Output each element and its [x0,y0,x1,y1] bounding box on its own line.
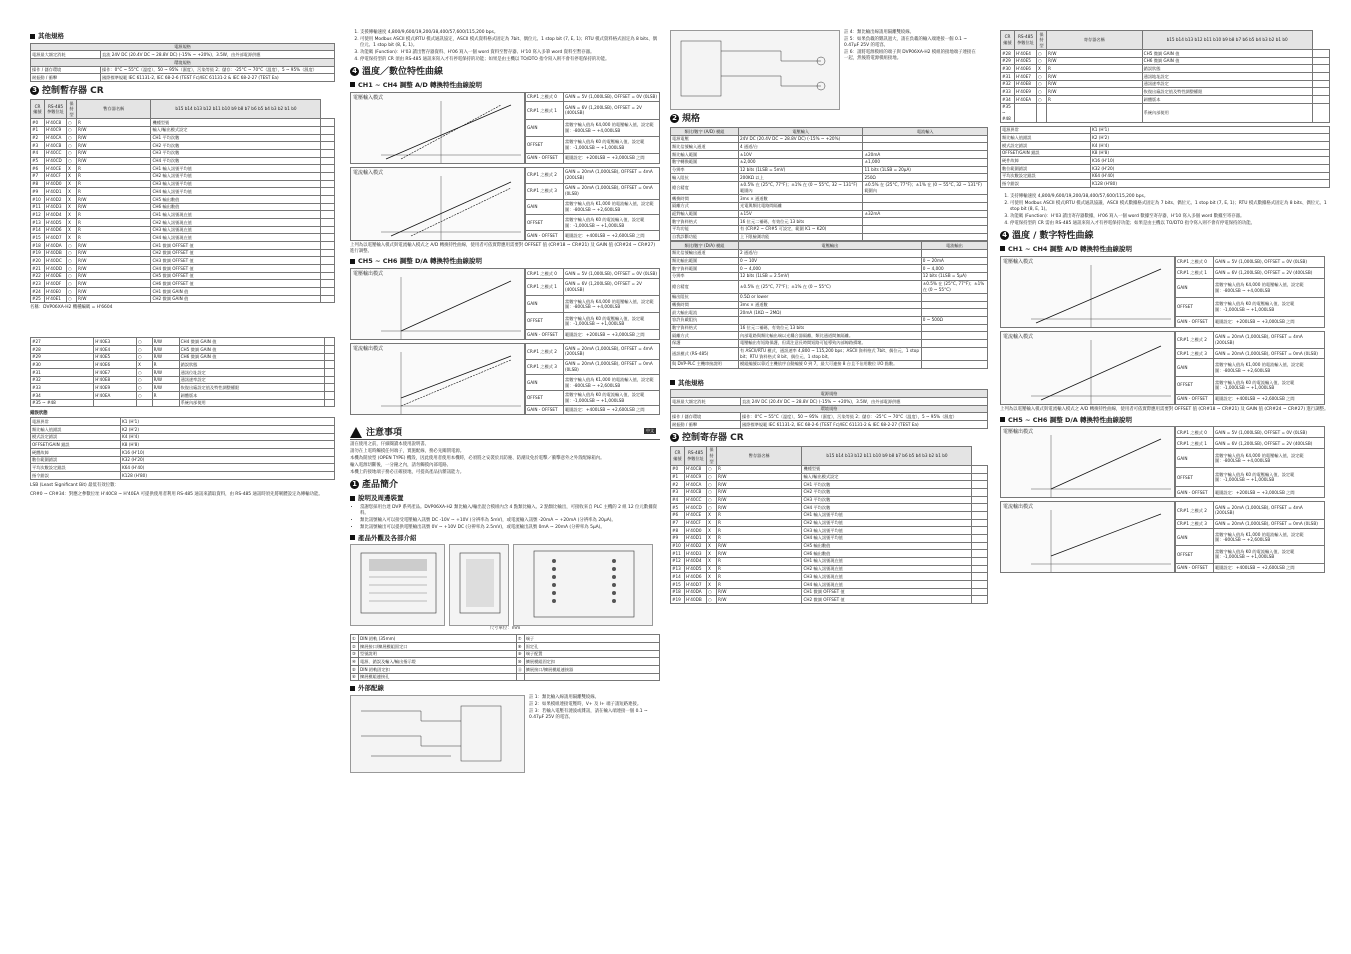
table-row: ① DIN 鋁軌 (35mm) ⑦ 端子 [351,635,660,643]
table-row: #21 H'40DD ○ R/W CH4 微調 OFFSET 值 [31,265,335,273]
table-row: CR#1 之模式 2 GAIN = 20mA (1,000LSB), OFFSET = 4mA (200LSB) [526,344,660,360]
env-spec-title: 環境規格 [31,59,335,67]
list-item: 2. 可使用 Modbus ASCII 模式/RTU 模式通訊協定，ASCII 模式資料格式固定為 7bit、偶位元、1 stop bit (7, E, 1)；RTU 模式資料格式固定為 8 bits、偶位元、1 stop bit (8, E, 1)。 [360,37,660,49]
table-row: 類比信號輸入通道 4 通道/台 [671,143,988,151]
cr-heading-sc: 3 控制寄存器 CR [670,432,988,444]
side-view-drawing [449,544,509,626]
table-row: #9 H'40D1 X R CH4 輸入訊號平均值 [671,534,988,542]
table-row: GAIN 當數字輸入值為 K1,000 的電流輸入值，設定範圍：-800LSB ~ +2,600LSB [526,199,660,215]
table-row: CR#1 之模式 1 GAIN = 6V (1,200LSB), OFFSET = 2V (400LSB) [526,279,660,296]
list-item: 4. 停電保持型的 CR 須由 RS-485 通訊來寫入才有停電保持的功能；如果是由主機以 TO/DTO 指令寫入則不會有停電保持的功能。 [360,57,660,63]
table-row: #20 H'40DC ○ R/W CH3 微調 OFFSET 值 [31,257,335,265]
table-row: CR#1 之模式 3 GAIN = 20mA (1,000LSB), OFFSET = 0mA (0LSB) [1176,519,1325,529]
table-row: #15 H'40D7 X R CH4 輸入訊號現在值 [31,234,335,242]
current-input-graph: 電流輸入模式 [350,167,525,241]
table-row: #24 H'40E0 ○ R/W CH1 微調 GAIN 值 [31,288,335,296]
table-row: 模式設定錯誤 K4 (H'4) [31,433,335,441]
wiring-heading: 外部配線 [350,684,660,693]
column-4 [1000,0,1330,954]
current-output-table-sc [1175,501,1325,573]
wiring-notes [525,695,655,773]
table-row: 容許負載阻抗 0 ~ 500Ω [671,316,988,324]
table-row: #7 H'40CF X R CH2 輸入訊號平均值 [31,172,335,180]
table-row: 與 DVP-PLC 主機串接說明 模組編號以靠近主機依序自動編號 0 到 7，最大可連接 8 台且不佔用數位 I/O 點數。 [671,360,988,368]
table-row: #14 H'40D6 X R CH3 輸入訊號現在值 [671,573,988,581]
table-row: OFFSET 當數字輸入值為 K0 的電壓輸入值，設定範圍：-1,000LSB ~ +1,000LSB [1176,297,1325,316]
voltage-mode-table [525,92,660,164]
table-row: #10 H'40D2 X R/W CH5 輸出數值 [671,542,988,550]
table-row: GAIN - OFFSET 範圍設定：+200LSB ~ +3,000LSB 之間 [526,330,660,340]
table-row: 保護 電壓輸出有短路保護，但需注意長時間短路可能導致內部線路損壞。 [671,339,988,347]
table-row: 電源最大額定消耗 直流 24V DC (20.4V DC ~ 28.8V DC) (-15% ~ +20%)，3.5W，由外部電源供應 [671,398,988,406]
current-mode-table-sc [1175,331,1325,405]
table-row: 電源最大額定消耗 直流 24V DC (20.4V DC ~ 28.8V DC) (-15% ~ +20%)、3.5W，由外部電源供應 [31,51,335,59]
table-row: #4 H'40CC ○ R/W CH3 平均次數 [671,496,988,504]
table-row: 數字轉換範圍 ±2,000 ±1,000 [671,158,988,166]
table-row: 類比輸入值錯誤 K2 (H'2) [31,426,335,434]
current-mode-table [525,167,660,241]
da-graph-voltage [350,268,660,340]
output-wiring-diagram [670,30,840,110]
table-row: #19 H'40DB ○ R/W CH2 微調 OFFSET 值 [671,596,988,604]
table-row: #2 H'40CA ○ R/W CH1 平均次數 [671,481,988,489]
table-row: CR#1 之模式 1 GAIN = 6V (1,200LSB), OFFSET = 2V (400LSB) [526,102,660,119]
table-row: 分辨率 12 bits (1LSB = 2.5mV) 12 bits (1LSB = 5μA) [671,272,988,280]
table-row: #15 H'40D7 X R CH4 輸入訊號現在值 [671,581,988,589]
table-row: GAIN 當數字輸入值為 K1,000 的電流輸入值，設定範圍：-800LSB ~ +2,600LSB [526,375,660,391]
table-row: 硬體故障 K16 (H'10) [31,449,335,457]
table-row: #12 H'40D4 X R CH1 輸入訊號現在值 [31,211,335,219]
table-row: #12 H'40D4 X R CH1 輸入訊號現在值 [671,557,988,565]
table-row: 指令錯誤 K128 (H'80) [31,472,335,480]
table-row: 絕對輸入範圍 ±15V ±32mA [671,210,988,218]
table-row: #28 H'40E4 ○ R/W CH5 微調 GAIN 值 [31,346,335,354]
table-row: ⑥ 擴展模組連接孔 [351,673,660,681]
list-item: 2. 可使用 Modbus ASCII 模式/RTU 模式通訊協議，ASCII 模式數據格式固定為 7 bits、偶位元、1 stop bit (7, E, 1)；RTU 模式數據格式固定為 8 bits、偶位元、1 stop bit (8, E, 1)。 [1010,201,1330,213]
table-row: #18 H'40DA ○ R/W CH1 微調 OFFSET 值 [671,588,988,596]
table-row: #29 H'40E5 ○ R/W CH6 微調 GAIN 值 [31,353,335,361]
current-output-table [525,343,660,415]
ad-graph-voltage-sc [1000,256,1330,328]
voltage-output-svg [351,269,526,341]
current-output-graph-sc: 電流輸出模式 [1000,501,1175,573]
voltage-input-graph: 電壓輸入模式 [350,92,525,164]
table-row: OFFSET 當數字輸入值為 K0 的電壓輸入值，設定範圍：-1,000LSB ~ +1,000LSB [1176,468,1325,487]
table-row: #11 H'40D3 X R/W CH6 輸出數值 [31,203,335,211]
table-row: 數字資料格式 16 位元二補碼，有效位元 13 bits [671,324,988,332]
table-row: #35 ~ #48 系統內部使用 [1001,103,1330,122]
table-row: 平均次數設定錯誤 K64 (H'40) [31,464,335,472]
voltage-input-graph-sc: 電壓輸入模式 [1000,256,1175,328]
table-row: #23 H'40DF ○ R/W CH6 微調 OFFSET 值 [31,280,335,288]
table-row: 總合精度 ±0.5% 在 (25°C, 77°F)；±1% 在 (0 ~ 55°C, 32 ~ 131°F) 範圍內 ±0.5% 在 (25°C, 77°F)；±1% 在 (0 ~ 55°C, 32 ~ 131°F) 範圍內 [671,181,988,194]
table-row: 模式設定錯誤 K4 (H'4) [1001,142,1330,150]
voltage-output-graph-sc: 電壓輸出模式 [1000,426,1175,498]
language-badge: 中文 [646,428,654,434]
ad-graph-current [350,167,660,241]
warning-icon [350,427,362,438]
cr-table-sc: CR 編號 RS-485 參數位址 保持型 暫存器名稱 b15 b14 b13 b12 b11 b10 b9 b8 b7 b6 b5 b4 b3 b2 b1 b0 #0 H'40C8 ○ R 機種型號 #1 H'40C9 ○ R/W 輸入/輸出模式設定 #2 H'40CA ○ R/W CH1 平均次數 #3 H'40CB ○ R/W CH2 平均次數 #4 H'40CC ○ R/W CH3 平均次數 #5 H'40CD ○ R/W CH4 平均次數 #6 H'40CE X R CH1 輸入訊號平均值 #7 H'40CF X R CH2 輸入訊號平均值 #8 H'40D0 X R CH3 輸入訊號平均值 #9 H'40D1 X R CH4 輸入訊號平均值 #10 H'40D2 X R/W CH5 輸出數值 #11 H'40D3 X R/W CH6 輸出數值 #12 H'40D4 X R CH1 輸入訊號現在值 #13 H'40D5 X R CH2 輸入訊號現在值 #14 H'40D6 X R CH3 輸入訊號現在值 #15 H'40D7 X R CH4 輸入訊號現在值 #18 H'40DA ○ R/W CH1 微調 OFFSET 值 #19 H'40DB ○ R/W CH2 微調 OFFSET 值 [670,446,988,604]
table-row: 輸入阻抗 200KΩ 以上 250Ω [671,174,988,182]
table-row: 類比輸出範圍 0 ~ 10V 0 ~ 20mA [671,257,988,265]
table-row: GAIN 當數字輸入值為 K4,000 的電壓輸入值，設定範圍：-800LSB ~ +4,000LSB [1176,449,1325,468]
comm-notes-sc [1000,194,1330,227]
ad-spec-table: 類比/數字 (A/D) 模組 電壓輸入 電流輸入 電源電壓 24V DC (20.4V DC ~ 28.8V DC) (-15% ~ +20%) 類比信號輸入通道 4 通道/台 類比輸入範圍 ±10V ±20mA 數字轉換範圍 ±2,000 ±1,000 分辨率 12 bits (1LSB = 5mV) 11 bits (1LSB = 20μA) 輸入阻抗 200KΩ 以上 250Ω 總合精度 ±0.5% 在 (25°C, 77°F)；±1% 在 (0 ~ 55°C, 32 ~ 131°F) 範圍內 ±0.5% 在 (25°C, 77°F)；±1% 在 (0 ~ 55°C, 32 ~ 131°F) 範圍內 轉換時間 3ms × 通道數 隔離方式 光電與類比電路間隔離 絕對輸入範圍 ±15V ±32mA 數字資料格式 16 位元二補碼，有效位元 13 bits 平均功能 有 (CR#2 ~ CR#5 可設定，範圍 K1 ~ K20) 自我診斷功能 上下限檢測功能 [670,127,988,241]
da-graph-voltage-sc [1000,426,1330,498]
terminal-layout-drawing [513,544,653,626]
list-item: • 類比訊號輸出可以提供電壓輸出訊號 0V ~ +10V DC (分辨率為 2.5mV)，或電流輸出訊號 0mA ~ 20mA (分辨率為 5μA)。 [360,525,660,531]
table-row: CR#1 之模式 2 GAIN = 20mA (1,000LSB), OFFSET = 4mA (200LSB) [1176,331,1325,349]
table-row: #27 H'40E3 ○ R/W CH4 微調 GAIN 值 [31,338,335,346]
output-wiring-notes [840,30,980,110]
table-row: #14 H'40D6 X R CH3 輸入訊號現在值 [31,226,335,234]
table-row: GAIN - OFFSET 範圍設定：+400LSB ~ +2,600LSB 之間 [1176,563,1325,573]
list-item: 註 2：如果模組連接電壓時，V+ 及 I+ 端子請短路連接。 [529,702,642,708]
list-item: 註 1：類比輸入線請用隔離雙絞線。 [529,695,600,701]
intro-heading: 1 產品簡介 [350,479,660,491]
table-row: #22 H'40DE ○ R/W CH5 微調 OFFSET 值 [31,272,335,280]
table-row: #28 H'40E4 ○ R/W CH5 微調 GAIN 值 [1001,50,1330,58]
da-curve-heading-sc: CH5 ~ CH6 調整 D/A 轉換特性曲線說明 [1000,416,1330,425]
table-row: 耐振動 / 衝擊 國際標準規範 IEC 61131-2, IEC 68-2-6 (TEST Fc)/IEC 61131-2 & IEC 68-2-27 (TEST Ea) [671,421,988,429]
table-row: #35 ~ #48 系統內部使用 [31,399,335,407]
table-row: 操作 / 儲存環境 操作：0°C ~ 55°C（溫度），50 ~ 95%（濕度），污染等級 2；儲存：-25°C ~ 70°C（溫度），5 ~ 95%（濕度） [671,413,988,421]
table-row: GAIN 當數字輸入值為 K4,000 的電壓輸入值，設定範圍：-800LSB ~ +4,000LSB [526,119,660,136]
table-row: OFFSET 當數字輸入值為 K0 的電壓輸入值，設定範圍：-1,000LSB ~ +1,000LSB [526,313,660,330]
table-row: CR#1 之模式 3 GAIN = 20mA (1,000LSB), OFFSET = 0mA (0LSB) [1176,349,1325,359]
table-row: #0 H'40C8 ○ R 機種型號 [671,465,988,473]
table-row: #19 H'40DB ○ R/W CH2 微調 OFFSET 值 [31,249,335,257]
list-item: 3. 功能碼 (Function)：H'03 讀出暫存器資料、H'06 寫入一個 word 資料至暫存器、H'10 寫入多筆 word 資料至暫存器。 [360,50,660,56]
table-row: GAIN - OFFSET 範圍設定：+400LSB ~ +2,600LSB 之間 [526,231,660,240]
table-row: 數位範圍錯誤 K32 (H'20) [31,456,335,464]
table-row: #5 H'40CD ○ R/W CH4 平均次數 [31,157,335,165]
power-spec-title: 電源規格 [31,43,335,51]
table-row: GAIN - OFFSET 範圍設定：+400LSB ~ +2,600LSB 之間 [526,406,660,415]
table-row: 電源電壓 24V DC (20.4V DC ~ 28.8V DC) (-15% ~ +20%) [671,135,988,143]
table-row: #10 H'40D2 X R/W CH5 輸出數值 [31,196,335,204]
table-row: GAIN - OFFSET 範圍設定：+200LSB ~ +3,000LSB 之間 [1176,316,1325,327]
table-row: CR#1 之模式 0 GAIN = 5V (1,000LSB), OFFSET = 0V (0LSB) [526,269,660,279]
table-row: #6 H'40CE X R CH1 輸入訊號平均值 [671,511,988,519]
column-2 [350,0,660,954]
table-row: 操作 / 儲存環境 操作：0°C ~ 55°C（溫度），50 ~ 95%（濕度），污染等級 2；儲存：-25°C ~ 70°C（溫度），5 ~ 95%（濕度） [31,66,335,74]
table-row: CR#1 之模式 0 GAIN = 5V (1,000LSB), OFFSET = 0V (0LSB) [1176,427,1325,438]
dimension-unit: 尺寸單位：mm [489,626,521,632]
table-row: OFFSET/GAIN 錯誤 K8 (H'8) [31,441,335,449]
da-graph-current [350,343,660,415]
table-row: 轉換時間 3ms × 通道數 [671,301,988,309]
error-status-title: 錯誤狀態 [30,411,48,417]
input-wiring-diagram [350,695,525,773]
comm-notes [350,30,660,63]
table-row: GAIN 當數字輸入值為 K1,000 的電流輸入值，設定範圍：-800LSB ~ +2,600LSB [1176,529,1325,546]
table-row: #29 H'40E5 ○ R/W CH6 微調 GAIN 值 [1001,57,1330,65]
current-output-svg [351,344,526,416]
table-row: ④ 電源、錯誤及輸入/輸出指示燈 ⑩ 擴展模組固定扣 [351,658,660,666]
table-row: 指令錯誤 K128 (H'80) [1001,180,1330,188]
power-spec-table-sc: 電源規格 電源最大額定消耗 直流 24V DC (20.4V DC ~ 28.8V DC) (-15% ~ +20%)，3.5W，由外部電源供應 環境規格 操作 / 儲存環境 操作：0°C ~ 55°C（溫度），50 ~ 95%（濕度），污染等級 2；儲存：-25°C ~ 70°C（溫度），5 ~ 95%（濕度） 耐振動 / 衝擊 國際標準規範 IEC 61131-2, IEC 68-2-6 (TEST Fc)/IEC 61131-2 & IEC 68-2-27 (TEST Ea) [670,389,988,428]
table-row: 隔離方式 內部電路與類比輸出端以光耦合器隔離，類比通道間無隔離。 [671,332,988,340]
table-row: 通訊模式 (RS-485) 有 ASCII/RTU 模式，通訊速率 4,800 ~ 115,200 bps；ASCII 資料格式 7bit、偶位元、1 stop bit；RTU 資料格式 8 bit、偶位元、1 stop bit。 [671,347,988,360]
list-item: 輸入電源切斷後，一分鐘之內，請勿觸摸內部電路。 [350,463,451,469]
list-item: 3. 功能碼 (Function)：H'03 讀出寄存器數據，H'06 寫入一個 word 數據至寄存器，H'10 寫入多個 word 數據至寄存器。 [1010,214,1330,220]
table-row: #0 H'40C8 ○ R 機種型號 [31,119,335,127]
lsb-note: LSB (Least Significant Bit) 最低有效位數： [30,482,119,488]
voltage-curve-svg [351,93,526,165]
list-item: 1. 支援傳輸速度 4,800/9,600/19,200/38,400/57,600/115,200 bps。 [360,30,660,36]
table-row: #31 H'40E7 ○ R/W 通訊位址設定 [31,369,335,377]
table-row: 平均功能 有 (CR#2 ~ CR#5 可設定，範圍 K1 ~ K20) [671,225,988,233]
table-row: CR#1 之模式 1 GAIN = 6V (1,200LSB), OFFSET = 2V (400LSB) [1176,267,1325,278]
table-row: GAIN - OFFSET 範圍設定：+400LSB ~ +2,600LSB 之間 [1176,394,1325,404]
error-status-table [30,417,335,479]
table-row: #5 H'40CD ○ R/W CH4 平均次數 [671,504,988,512]
column-1 [30,0,335,954]
table-row: #11 H'40D3 X R/W CH6 輸出數值 [671,550,988,558]
table-row: #4 H'40CC ○ R/W CH3 平均次數 [31,149,335,157]
table-row: ③ 型號說明 ⑨ 端子配置 [351,650,660,658]
table-row: ② 擴展接口/擴展模組固定口 ⑧ 固定孔 [351,643,660,651]
table-row: CR#1 之模式 2 GAIN = 20mA (1,000LSB), OFFSET = 4mA (200LSB) [1176,502,1325,519]
table-row: OFFSET/GAIN 錯誤 K8 (H'8) [1001,149,1330,157]
spec-heading: 2 規格 [670,113,988,125]
table-row: 電源異常 K1 (H'1) [1001,126,1330,134]
table-row: GAIN 當數字輸入值為 K4,000 的電壓輸入值，設定範圍：-800LSB ~ +4,000LSB [526,296,660,313]
table-row: OFFSET 當數字輸入值為 K0 的電壓輸入值，設定範圍：-1,000LSB ~ +1,000LSB [526,136,660,153]
cr-table-cont-sc: CR 編號 RS-485 參數位址 保持型 寄存器名稱 b15 b14 b13 b12 b11 b10 b9 b8 b7 b6 b5 b4 b3 b2 b1 b0 #28 H'40E4 ○ R/W CH5 微調 GAIN 值 #29 H'40E5 ○ R/W CH6 微調 GAIN 值 #30 H'40E6 X R 錯誤狀態 #31 H'40E7 ○ R/W 通訊地址設定 #32 H'40E8 ○ R/W 通訊速率設定 #33 H'40E9 ○ R/W 恢復出廠設定值及特性調整權限 #34 H'40EA ○ R 韌體版本 #35 ~ #48 系統內部使用 [1000,30,1330,123]
table-row: 平均次數設定錯誤 K64 (H'40) [1001,172,1330,180]
table-row: 類比信號輸出通道 2 通道/台 [671,249,988,257]
table-row: CR#1 之模式 0 GAIN = 5V (1,000LSB), OFFSET = 0V (0LSB) [526,92,660,102]
cr-table: CR 編號 RS-485 參數位址 保持型 暫存器名稱 b15 b14 b13 b12 b11 b10 b9 b8 b7 b6 b5 b4 b3 b2 b1 b0 #0 H'40C8 ○ R 機種型號 #1 H'40C9 ○ R/W 輸入/輸出模式設定 #2 H'40CA ○ R/W CH1 平均次數 #3 H'40CB ○ R/W CH2 平均次數 #4 H'40CC ○ R/W CH3 平均次數 #5 H'40CD ○ R/W CH4 平均次數 #6 H'40CE X R CH1 輸入訊號平均值 #7 H'40CF X R CH2 輸入訊號平均值 #8 H'40D0 X R CH3 輸入訊號平均值 #9 H'40D1 X R CH4 輸入訊號平均值 #10 H'40D2 X R/W CH5 輸出數值 #11 H'40D3 X R/W CH6 輸出數值 #12 H'40D4 X R CH1 輸入訊號現在值 #13 H'40D5 X R CH2 輸入訊號現在值 #14 H'40D6 X R CH3 輸入訊號現在值 #15 H'40D7 X R CH4 輸入訊號現在值 #18 H'40DA ○ R/W CH1 微調 OFFSET 值 #19 H'40DB ○ R/W CH2 微調 OFFSET 值 #20 H'40DC ○ R/W CH3 微調 OFFSET 值 #21 H'40DD ○ R/W CH4 微調 OFFSET 值 #22 H'40DE ○ R/W CH5 微調 OFFSET 值 #23 H'40DF ○ R/W CH6 微調 OFFSET 值 #24 H'40E0 ○ R/W CH1 微調 GAIN 值 #25 H'40E1 ○ R/W CH2 微調 GAIN 值 [30,99,335,303]
error-status-table-sc [1000,126,1330,188]
table-row: #18 H'40DA ○ R/W CH1 微調 OFFSET 值 [31,242,335,250]
table-row: CR#1 之模式 3 GAIN = 20mA (1,000LSB), OFFSET = 0mA (0LSB) [526,183,660,199]
parts-heading: 產品外觀及各部介紹 [350,534,660,543]
table-row: #30 H'40E6 X R 錯誤狀態 [31,361,335,369]
table-row: CR#1 之模式 0 GAIN = 5V (1,000LSB), OFFSET = 0V (0LSB) [1176,256,1325,267]
table-row: 數字資料格式 16 位元二補碼，有效位元 13 bits [671,218,988,226]
table-row: CR#1 之模式 1 GAIN = 6V (1,200LSB), OFFSET = 2V (400LSB) [1176,438,1325,449]
table-row: #7 H'40CF X R CH2 輸入訊號平均值 [671,519,988,527]
cr-table-continued [30,337,335,407]
da-curve-heading: CH5 ~ CH6 調整 D/A 轉換特性曲線說明 [350,257,660,266]
table-row: #8 H'40D0 X R CH3 輸入訊號平均值 [31,180,335,188]
table-row: OFFSET 當數字輸入值為 K0 的電流輸入值，設定範圍：-1,000LSB ~ +1,000LSB [526,390,660,406]
column-3 [670,0,988,954]
table-row: #13 H'40D5 X R CH2 輸入訊號現在值 [31,219,335,227]
voltage-output-graph: 電壓輸出模式 [350,268,525,340]
list-item: 本機為開放型 (OPEN TYPE) 機殼，因此使用者使用本機時，必須將之安裝於具防塵、防潮及免於電擊／衝擊意外之外殼配線箱內。 [350,456,605,462]
table-row: 數位範圍錯誤 K32 (H'20) [1001,165,1330,173]
list-item: 註 5：如果負載的雜訊過大，請在負載的輸入端連接一個 0.1 ~ 0.47μF 25V 的電容。 [844,36,968,48]
dimension-drawings [350,544,660,632]
table-row: #6 H'40CE X R CH1 輸入訊號平均值 [31,165,335,173]
table-row: #33 H'40E9 ○ R/W 恢復出廠設定值及特性調整權限 [31,384,335,392]
table-row: OFFSET 當數字輸入值為 K0 的電流輸入值，設定範圍：-1,000LSB ~ +1,000LSB [526,215,660,231]
table-row: #30 H'40E6 X R 錯誤狀態 [1001,65,1330,73]
list-item: 請在使用之前，仔細閱讀本使用說明書。 [350,442,430,448]
table-row: 隔離方式 光電與類比電路間隔離 [671,202,988,210]
table-row: #34 H'40EA ○ R 韌體版本 [1001,96,1330,104]
table-row: OFFSET 當數字輸入值為 K0 的電流輸入值，設定範圍：-1,000LSB ~ +1,000LSB [1176,376,1325,394]
cr-heading: 3 控制暫存器 CR [30,85,335,97]
list-item: 本機上的接地端子務必正確接地，可提高產品抗雜訊能力。 [350,470,465,476]
da-spec-table: 類比/數字 (D/A) 模組 電壓輸出 電流輸出 類比信號輸出通道 2 通道/台 類比輸出範圍 0 ~ 10V 0 ~ 20mA 數字資料範圍 0 ~ 4,000 0 ~ 4,000 分辨率 12 bits (1LSB = 2.5mV) 12 bits (1LSB = 5μA) 總合精度 ±0.5% 在 (25°C, 77°F)；±1% 在 (0 ~ 55°C) ±0.5% 在 (25°C, 77°F)；±1% 在 (0 ~ 55°C) 輸出阻抗 0.5Ω or lower 轉換時間 3ms × 通道數 最大輸出電流 20mA (1KΩ ~ 2MΩ) 容許負載阻抗 0 ~ 500Ω 數字資料格式 16 位元二補碼，有效位元 13 bits 隔離方式 內部電路與類比輸出端以光耦合器隔離，類比通道間無隔離。 保護 電壓輸出有短路保護，但需注意長時間短路可能導致內部線路損壞。 通訊模式 (RS-485) 有 ASCII/RTU 模式，通訊速率 4,800 ~ 115,200 bps；ASCII 資料格式 7bit、偶位元、1 stop bit；RTU 資料格式 8 bit、偶位元、1 stop bit。 與 DVP-PLC 主機串接說明 模組編號以靠近主機依序自動編號 0 到 7，最大可連接 8 台且不佔用數位 I/O 點數。 [670,241,988,368]
table-row: 最大輸出電流 20mA (1KΩ ~ 2MΩ) [671,309,988,317]
table-row: 類比輸入範圍 ±10V ±20mA [671,151,988,159]
other-spec-heading: 其他規格 [30,32,335,41]
intro-list [350,505,660,531]
table-row: #2 H'40CA ○ R/W CH1 平均次數 [31,134,335,142]
current-curve-svg [351,168,526,242]
ad-graph-voltage [350,92,660,164]
table-row: CR#1 之模式 3 GAIN = 20mA (1,000LSB), OFFSET = 0mA (0LSB) [526,359,660,375]
voltage-output-table [525,268,660,340]
list-item: 註 4：類比輸出線請用隔離雙絞線。 [844,30,915,35]
table-row: #3 H'40CB ○ R/W CH2 平均次數 [31,142,335,150]
table-row: #3 H'40CB ○ R/W CH2 平均次數 [671,488,988,496]
ad-curve-heading-sc: CH1 ~ CH4 調整 A/D 轉換特性曲線說明 [1000,245,1330,254]
table-row: #1 H'40C9 ○ R/W 輸入/輸出模式設定 [671,473,988,481]
table-row: 轉換時間 3ms × 通道數 [671,195,988,203]
table-row: 輸出阻抗 0.5Ω or lower [671,293,988,301]
table-row: 總合精度 ±0.5% 在 (25°C, 77°F)；±1% 在 (0 ~ 55°C) ±0.5% 在 (25°C, 77°F)；±1% 在 (0 ~ 55°C) [671,280,988,293]
table-row: 電源異常 K1 (H'1) [31,418,335,426]
list-item: 1. 支持傳輸速度 4,800/9,600/19,200/38,400/57,600/115,200 bps。 [1010,194,1330,200]
curve-heading: 4 溫度／數位特性曲線 [350,66,660,78]
other-spec-heading-sc: 其他規格 [670,379,988,388]
table-row: #31 H'40E7 ○ R/W 通訊地址設定 [1001,73,1330,81]
table-row: GAIN 當數字輸入值為 K4,000 的電壓輸入值，設定範圍：-800LSB ~ +4,000LSB [1176,278,1325,297]
power-spec-table [30,43,335,82]
warning-heading: 注意事項 中文 [350,427,660,440]
final-note: CR#0 ~ CR#34：對應之參數位址 H'40C8 ~ H'40EA 可提供使用者利用 RS-485 通訊來讀取資料，由 RS-485 通訊時須先將韌體設定為傳輸功能。 [30,491,323,497]
output-wiring-area [670,30,988,110]
da-graph-current-sc [1000,501,1330,573]
voltage-output-table-sc [1175,426,1325,498]
intro-subheading: 說明及周邊裝置 [350,494,660,503]
table-row: #13 H'40D5 X R CH2 輸入訊號現在值 [671,565,988,573]
table-row: 硬件故障 K16 (H'10) [1001,157,1330,165]
table-row: #1 H'40C9 ○ R/W 輸入/輸出模式設定 [31,126,335,134]
table-row: GAIN - OFFSET 範圍設定：+200LSB ~ +3,000LSB 之間 [1176,487,1325,498]
list-item: 註 6：請將電源模組的端子與 DVP06XA-H2 模組的接地端子連接在一起，然後將電源模組接地。 [844,49,976,61]
table-row: #9 H'40D1 X R CH4 輸入訊號平均值 [31,188,335,196]
table-row: 耐振動 / 衝擊 國際標準規範 IEC 61131-2, IEC 68-2-6 (TEST Fc)/IEC 61131-2 & IEC 68-2-27 (TEST Ea) [31,74,335,82]
current-input-graph-sc: 電流輸入模式 [1000,331,1175,405]
list-item: 4. 停電保持型的 CR 需由 RS-485 通訊來寫入才有停電保持功能；如果是由主機以 TO/DTO 指令寫入則不會有停電保持的功能。 [1010,221,1330,227]
ad-graph-current-sc [1000,331,1330,405]
list-item: • 類比訊號輸入可以接受電壓輸入訊號 DC -10V ~ +10V (分辨率為 5mV)，或電流輸入訊號 -20mA ~ +20mA (分辨率為 20μA)。 [360,518,660,524]
table-row: 自我診斷功能 上下限檢測功能 [671,233,988,241]
table-row: #32 H'40E8 ○ R/W 通訊速率設定 [31,376,335,384]
parts-table [350,634,660,681]
table-row: #25 H'40E1 ○ R/W CH2 微調 GAIN 值 [31,295,335,303]
table-row: GAIN 當數字輸入值為 K1,000 的電流輸入值，設定範圍：-800LSB ~ +2,600LSB [1176,359,1325,377]
front-view-drawing [350,544,445,626]
voltage-mode-table-sc [1175,256,1325,328]
table-row: CR#1 之模式 2 GAIN = 20mA (1,000LSB), OFFSET = 4mA (200LSB) [526,167,660,183]
list-item: 請勿在上電時觸摸任何端子，實施配線，務必先關閉電源。 [350,449,465,455]
list-item: • 當謝您採用台達 DVP 系列產品。DVP06XA-H2 類比輸入/輸出混合模組內含 4 點類比輸入、2 點類比輸出，可接收來自 PLC 主機的 2 組 12 位元數據資料。 [360,505,660,517]
cr-note: 名稱：DVP06XA-H2 機種編碼 = H'6604 [30,305,113,311]
table-row: 類比輸入值錯誤 K2 (H'2) [1001,134,1330,142]
table-row: 數字資料範圍 0 ~ 4,000 0 ~ 4,000 [671,265,988,273]
table-row: OFFSET 當數字輸入值為 K0 的電流輸入值，設定範圍：-1,000LSB ~ +1,000LSB [1176,546,1325,563]
wiring-area [350,695,660,773]
curve-heading-sc: 4 溫度 / 數字特性曲線 [1000,230,1330,242]
table-row: #32 H'40E8 ○ R/W 通訊速率設定 [1001,80,1330,88]
table-row: ⑤ DIN 鋁軌固定扣 ⑪ 擴展接口/擴展模組連接器 [351,666,660,674]
table-row: #33 H'40E9 ○ R/W 恢復出廠設定值及特性調整權限 [1001,88,1330,96]
current-output-graph: 電流輸出模式 [350,343,525,415]
list-item: 註 3：若輸入電壓有漣波或雜訊，請在輸入端連接一個 0.1 ~ 0.47μF 25V 的電容。 [529,709,648,721]
ad-footnote: 上列為以電壓輸入模式與電流輸入模式之 A/D 轉換特性曲線，使用者可依實際應用需要對 OFFSET 值 (CR#18 ~ CR#21) 及 GAIN 值 (CR#24 ~ CR#27) 進行調整。 [350,242,656,254]
ad-curve-heading: CH1 ~ CH4 調整 A/D 轉換特性曲線說明 [350,81,660,90]
warning-list [350,442,660,476]
table-row: 分辨率 12 bits (1LSB = 5mV) 11 bits (1LSB = 20μA) [671,166,988,174]
table-row: #8 H'40D0 X R CH3 輸入訊號平均值 [671,527,988,535]
table-row: GAIN - OFFSET 範圍設定：+200LSB ~ +3,000LSB 之間 [526,153,660,163]
ad-footnote-sc: 上列為以電壓輸入模式與電流輸入模式之 A/D 轉換特性曲線，使用者可依實際應用需要對 OFFSET 值 (CR#18 ~ CR#21) 及 GAIN 值 (CR#24 ~ CR#27) 進行調整。 [1000,406,1329,412]
table-row: #34 H'40EA ○ R 韌體版本 [31,392,335,400]
